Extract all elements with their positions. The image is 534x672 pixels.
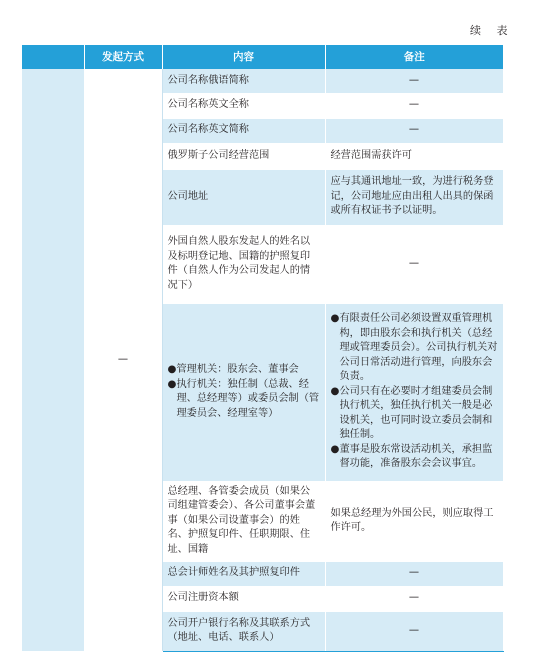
blank-column-cell [22, 69, 84, 651]
note-cell [325, 303, 503, 481]
content-cell: 外国自然人股东发起人的姓名以及标明登记地、国籍的护照复印件（自然人作为公司发起人的情况下） [162, 225, 325, 303]
list-item: ● 管理机关：股东会、董事会 [177, 363, 320, 378]
content-cell: 公司地址 [162, 169, 325, 225]
note-cell: — [325, 586, 503, 611]
content-cell [162, 303, 325, 481]
bullet-icon: ● [167, 364, 177, 375]
table-row [22, 69, 503, 93]
list-item: ● 执行机关：独任制（总裁、经理、总经理等）或委员会制（管理委员会、经理室等） [167, 378, 320, 419]
note-cell: — [325, 611, 503, 651]
content-cell: 总经理、各管委会成员（如果公司组建管委会）、各公司董事会董事（如果公司设董事会）的姓名、护照复印件、任职期限、住址、国籍 [162, 481, 325, 561]
continued-label: 续 表 [470, 24, 514, 37]
content-cell: 公司名称英文简称 [162, 118, 325, 143]
note-cell: 如果总经理为外国公民，则应取得工作许可。 [325, 481, 503, 561]
list-item: ● 公司只有在必要时才组建委员会制执行机关，独任执行机关一般是必设机关，也可同时设立委员会制和独任制。 [330, 385, 493, 441]
header-method: 发起方式 [84, 45, 162, 69]
list-item: ● 有限责任公司必须设置双重管理机构，即由股东会和执行机关（总经理或管理委员会）。公司执行机关对公司日常活动进行管理，向股东会负责。 [330, 313, 498, 383]
bullet-icon: ● [330, 443, 340, 455]
header-note: 备注 [325, 45, 503, 69]
registration-table [22, 45, 504, 652]
note-cell: — [325, 93, 503, 118]
content-cell: 公司开户银行名称及其联系方式（地址、电话、联系人） [162, 611, 325, 651]
bullet-icon: ● [167, 378, 177, 390]
header-blank [22, 45, 84, 69]
method-cell: — [84, 69, 162, 651]
note-cell: — [325, 225, 503, 303]
header-content: 内容 [162, 45, 325, 69]
content-cell: 公司名称英文全称 [162, 93, 325, 118]
content-cell: 公司注册资本额 [162, 586, 325, 611]
content-bullet-list [168, 363, 320, 421]
bullet-icon: ● [330, 385, 340, 397]
content-cell: 公司名称俄语简称 [162, 69, 325, 93]
bullet-icon: ● [330, 313, 340, 325]
table-header-row [22, 45, 503, 69]
note-cell: — [325, 561, 503, 586]
note-cell: — [325, 118, 503, 143]
note-cell: 经营范围需获许可 [325, 143, 503, 169]
content-cell: 总会计师姓名及其护照复印件 [162, 561, 325, 586]
content-cell: 俄罗斯子公司经营范围 [162, 143, 325, 169]
list-item: ● 董事是股东常设活动机关，承担监督功能，准备股东会会议事宜。 [330, 443, 493, 470]
note-bullet-list [331, 312, 498, 472]
note-cell: — [325, 69, 503, 93]
note-cell: 应与其通讯地址一致，为进行税务登记，公司地址应由出租人出具的保函或所有权证书予以证明。 [325, 169, 503, 225]
